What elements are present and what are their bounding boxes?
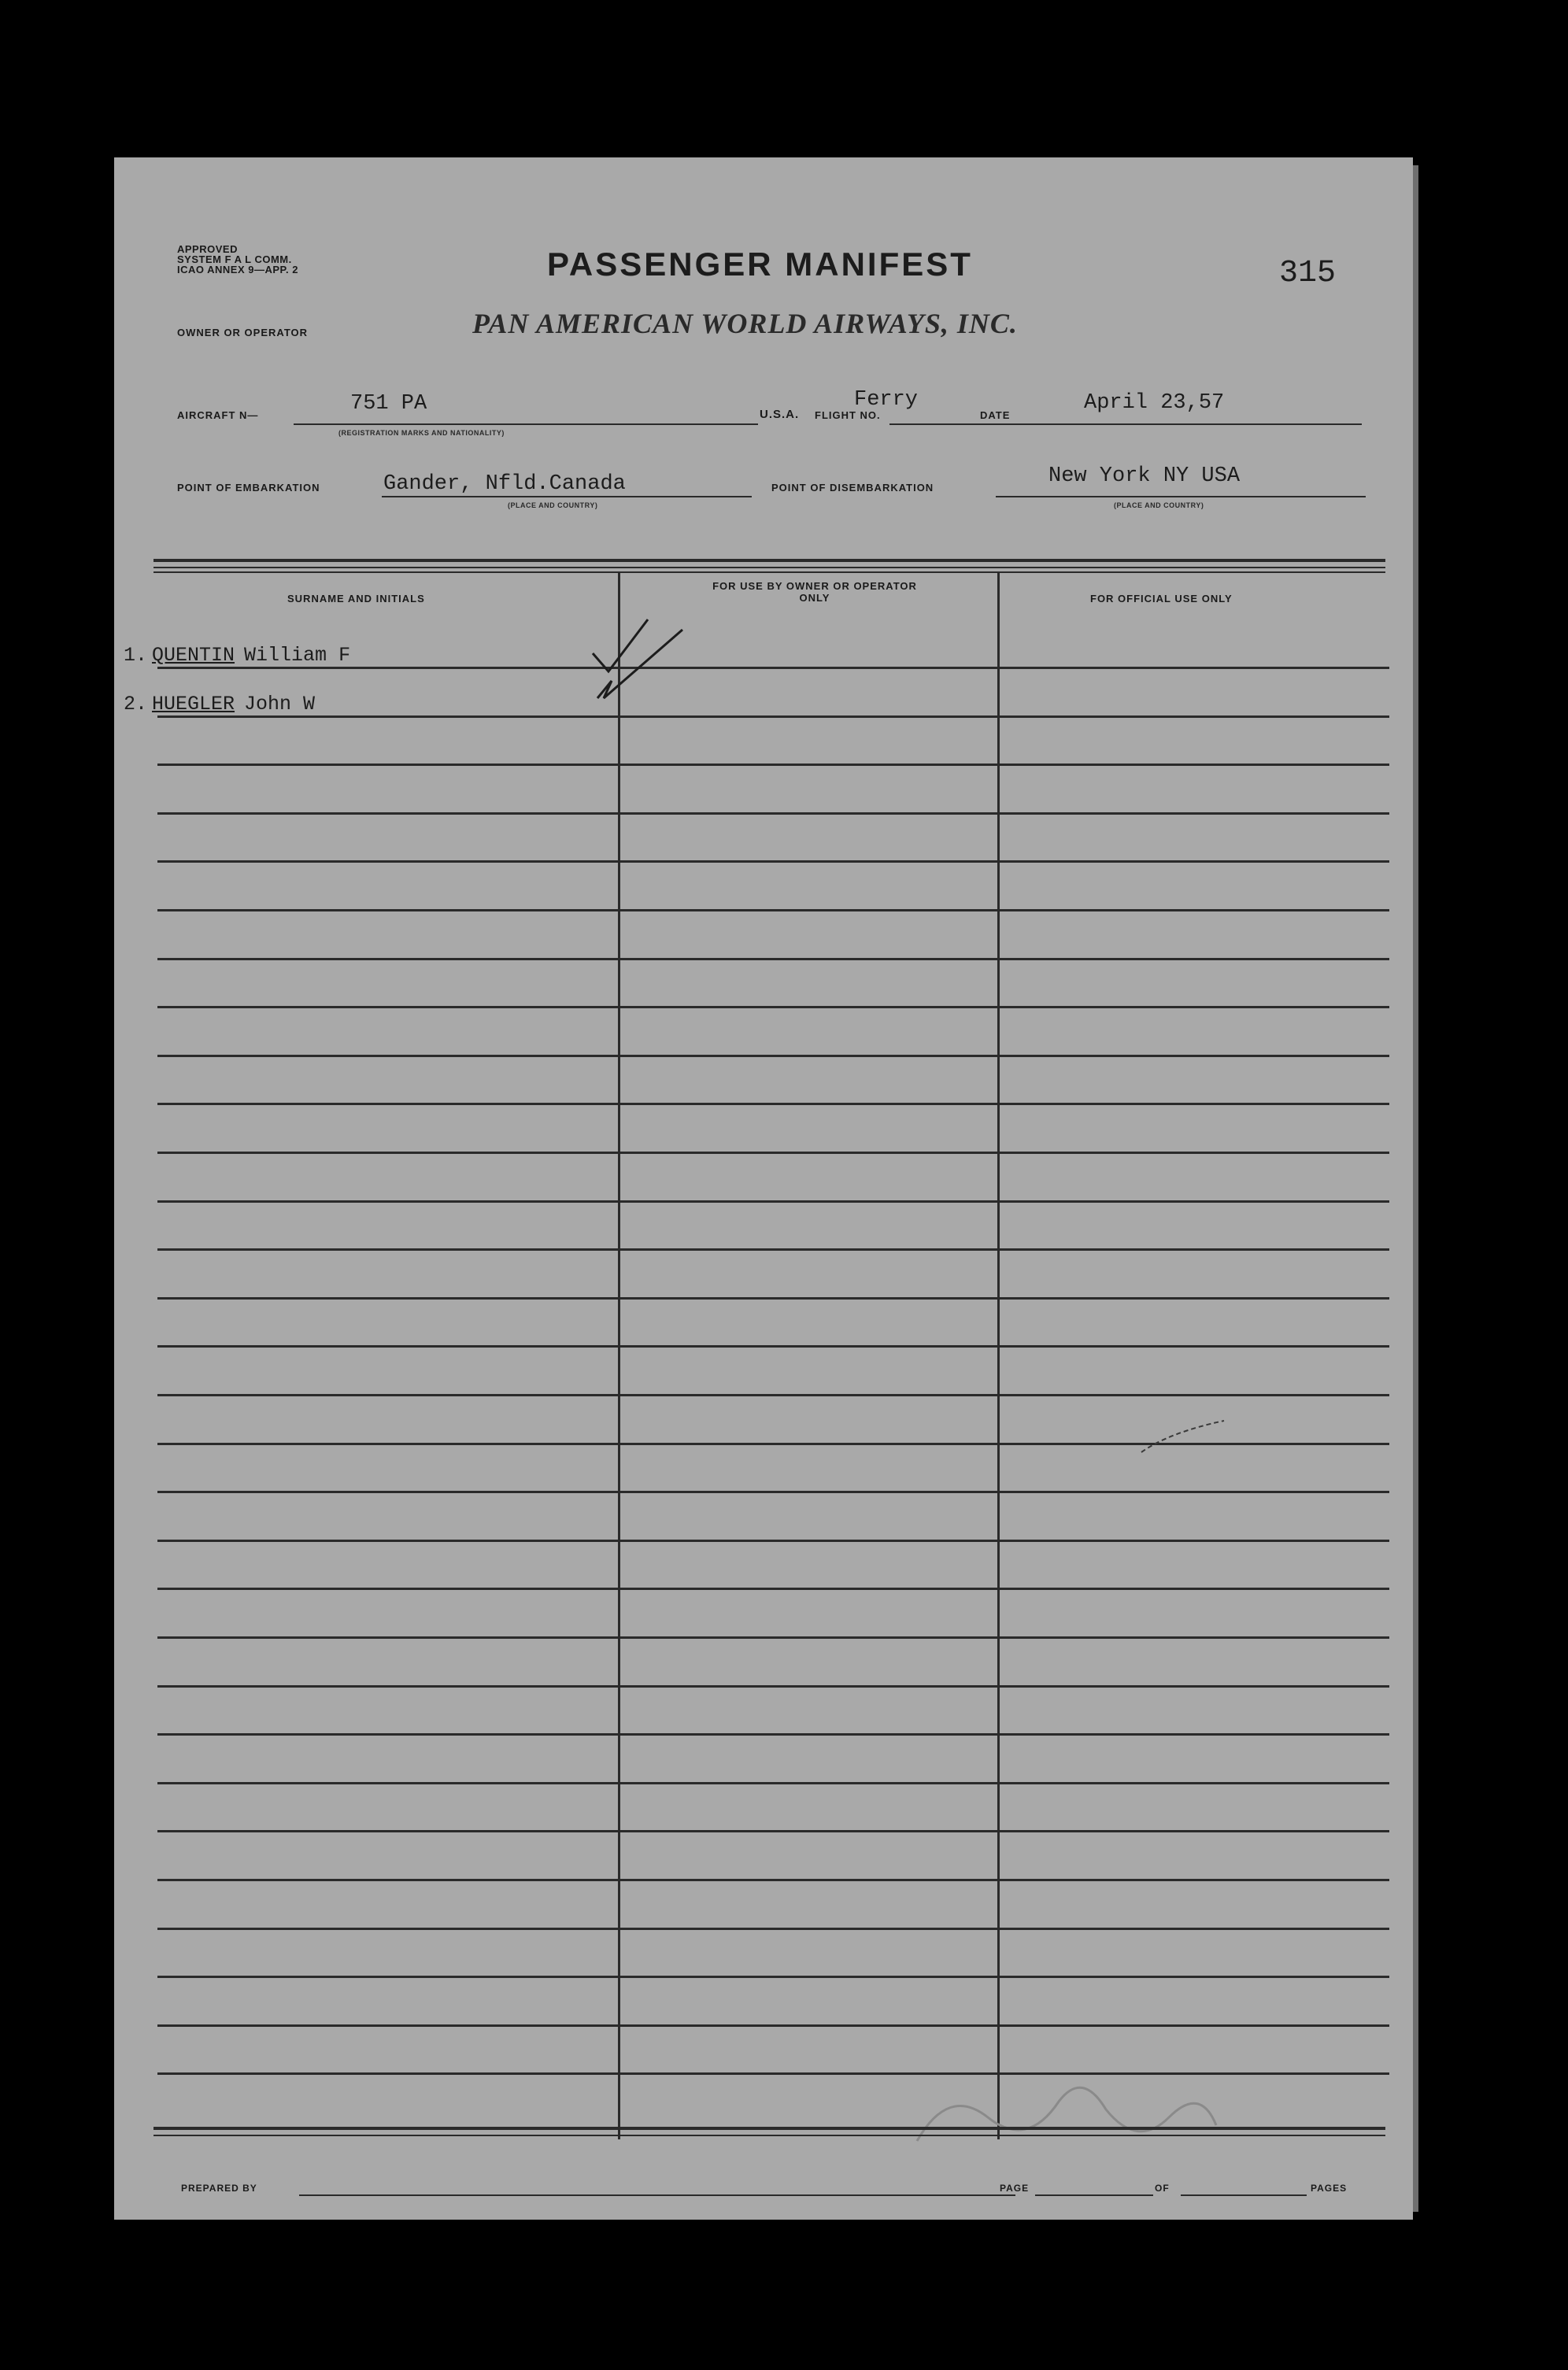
table-bottom-rule xyxy=(153,2127,1385,2130)
of-label: OF xyxy=(1155,2183,1170,2194)
table-row-rule xyxy=(157,1976,1389,1978)
table-row-rule xyxy=(157,1540,1389,1542)
aircraft-underline xyxy=(294,423,758,425)
table-row-rule xyxy=(157,1782,1389,1784)
passenger-surname: QUENTIN xyxy=(152,644,235,667)
pages-label: PAGES xyxy=(1311,2183,1348,2194)
table-row-rule xyxy=(157,1588,1389,1590)
table-row-rule xyxy=(157,1055,1389,1057)
page-line xyxy=(1035,2194,1153,2196)
approval-block xyxy=(177,244,298,275)
table-row-rule xyxy=(157,1103,1389,1105)
column-divider xyxy=(997,573,1000,2139)
passenger-row xyxy=(124,693,315,715)
column-header-owner: FOR USE BY OWNER OR OPERATOR ONLY xyxy=(712,580,917,604)
page-label: PAGE xyxy=(1000,2183,1030,2194)
table-row-rule xyxy=(157,1636,1389,1639)
embarkation-caption: (PLACE AND COUNTRY) xyxy=(508,501,598,509)
aircraft-value: 751 PA xyxy=(350,392,427,416)
prepared-by-label: PREPARED BY xyxy=(181,2183,257,2194)
passenger-number: 2. xyxy=(124,693,148,715)
table-row-rule xyxy=(157,1200,1389,1203)
approval-line: SYSTEM F A L COMM. xyxy=(177,253,292,265)
faded-signature xyxy=(901,2054,1232,2172)
table-row-rule xyxy=(157,1297,1389,1300)
table-row-rule xyxy=(157,1394,1389,1396)
passenger-row xyxy=(124,644,350,667)
table-row-rule xyxy=(157,715,1389,718)
table-row-rule xyxy=(157,1152,1389,1154)
table-row-rule xyxy=(157,1685,1389,1688)
embarkation-value: Gander, Nfld.Canada xyxy=(383,472,626,496)
embarkation-underline xyxy=(382,496,752,497)
owner-label: OWNER OR OPERATOR xyxy=(177,327,309,338)
form-title: PASSENGER MANIFEST xyxy=(547,246,973,283)
table-bottom-rule xyxy=(153,2135,1385,2136)
column-header-surname: SURNAME AND INITIALS xyxy=(287,593,425,605)
table-row-rule xyxy=(157,812,1389,815)
passenger-given-name: John W xyxy=(244,693,316,715)
checkmark-icon xyxy=(586,602,689,704)
date-label: DATE xyxy=(980,409,1011,421)
of-line xyxy=(1181,2194,1307,2196)
table-top-rule xyxy=(153,567,1385,568)
table-row-rule xyxy=(157,1248,1389,1251)
table-row-rule xyxy=(157,1345,1389,1348)
passenger-surname: HUEGLER xyxy=(152,693,235,715)
date-underline xyxy=(1023,423,1362,425)
disembarkation-label: POINT OF DISEMBARKATION xyxy=(771,482,934,494)
pencil-mark xyxy=(1137,1417,1232,1456)
passenger-manifest-form xyxy=(114,157,1413,2220)
operator-name: PAN AMERICAN WORLD AIRWAYS, INC. xyxy=(472,308,1018,339)
table-top-rule xyxy=(153,571,1385,573)
disembarkation-value: New York NY USA xyxy=(1048,464,1241,488)
table-row-rule xyxy=(157,909,1389,911)
flight-value: Ferry xyxy=(854,388,919,412)
date-value: April 23,57 xyxy=(1084,391,1225,415)
page-number: 315 xyxy=(1279,256,1337,291)
table-row-rule xyxy=(157,667,1389,669)
flight-label: FLIGHT NO. xyxy=(815,409,881,421)
disembarkation-underline xyxy=(996,496,1366,497)
table-top-rule xyxy=(153,559,1385,562)
table-row-rule xyxy=(157,1830,1389,1832)
table-row-rule xyxy=(157,2024,1389,2027)
column-divider xyxy=(618,573,620,2139)
usa-label: U.S.A. xyxy=(760,408,800,421)
table-row-rule xyxy=(157,1733,1389,1736)
table-row-rule xyxy=(157,860,1389,863)
table-row-rule xyxy=(157,1491,1389,1493)
table-row-rule xyxy=(157,1006,1389,1008)
table-row-rule xyxy=(157,958,1389,960)
passenger-given-name: William F xyxy=(244,644,351,667)
prepared-by-line xyxy=(299,2194,1015,2196)
approval-line: ICAO ANNEX 9—APP. 2 xyxy=(177,264,298,275)
disembarkation-caption: (PLACE AND COUNTRY) xyxy=(1114,501,1204,509)
table-row-rule xyxy=(157,1928,1389,1930)
table-row-rule xyxy=(157,764,1389,766)
table-row-rule xyxy=(157,1879,1389,1881)
aircraft-caption: (REGISTRATION MARKS AND NATIONALITY) xyxy=(338,429,505,437)
column-header-official: FOR OFFICIAL USE ONLY xyxy=(1090,593,1233,605)
embarkation-label: POINT OF EMBARKATION xyxy=(177,482,320,494)
passenger-number: 1. xyxy=(124,644,148,667)
approval-line: APPROVED xyxy=(177,243,238,255)
aircraft-label: AIRCRAFT N— xyxy=(177,409,259,421)
